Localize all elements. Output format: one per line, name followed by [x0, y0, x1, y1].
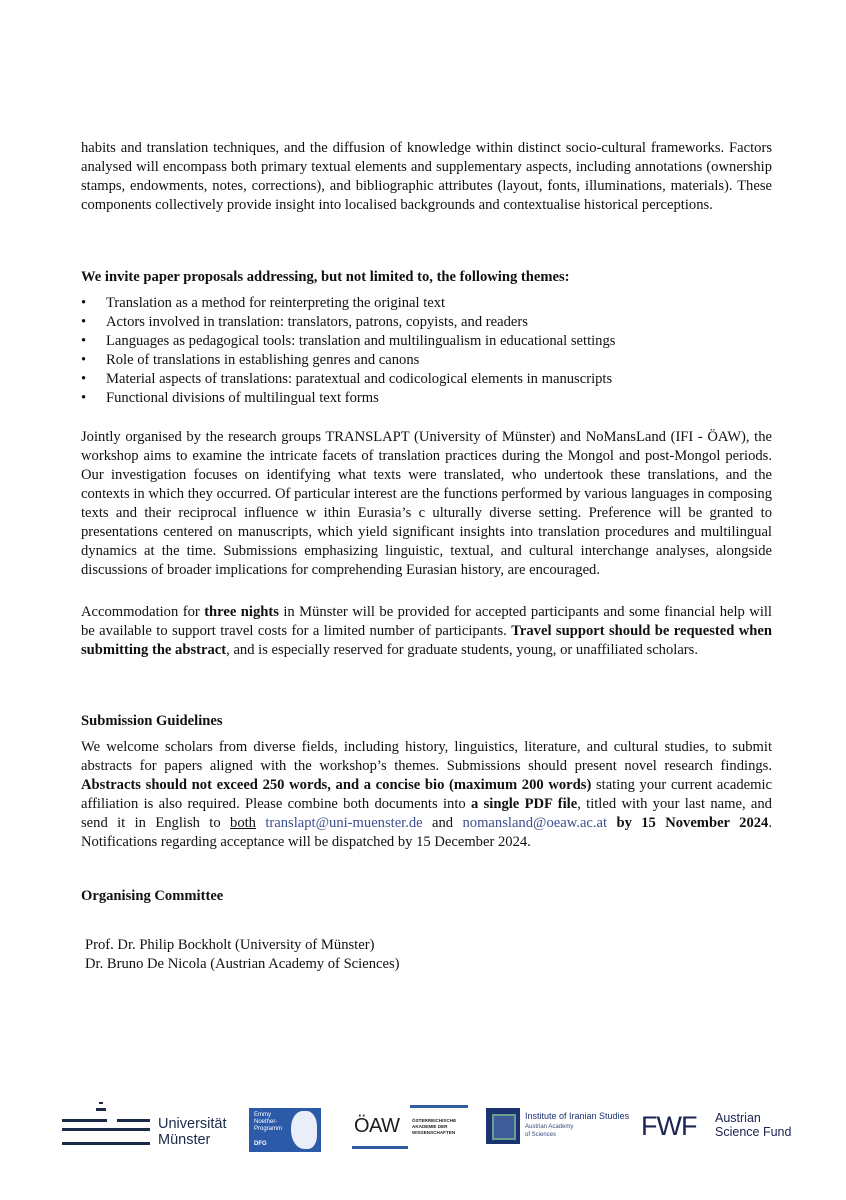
committee-heading-block — [81, 887, 772, 906]
emmy-noether-dfg-logo: Emmy Noether- Programm DFG — [249, 1108, 321, 1152]
iis-emblem-icon — [486, 1108, 520, 1144]
bullet-icon: • — [81, 352, 87, 368]
organisation-paragraph — [81, 428, 772, 580]
accommodation-paragraph: Accommodation for three nights in Münster will be provided for accepted participants and some financial help will be available to support travel costs for a limited number of participants. Travel support should be requested when submitting the abstract, and is especially reserved for graduate students, young, or unaffiliated scholars. — [81, 604, 772, 658]
committee-heading: Organising Committee — [81, 888, 224, 904]
organisation-text: Jointly organised by the research groups TRANSLAPT (University of Münster) and NoMansLand (IFI - ÖAW), the workshop aims to examine the intricate facets of translation practices during the Mongol and post-Mongol periods. Our investigation focuses on identifying what texts were translated, who undertook these translations, and the contexts in which they occurred. Of particular interest are the functions performed by various languages in composing texts and their reciprocal influence w ithin Eurasia’s c ulturally diverse setting. Preference will be granted to presentations centered on manuscripts, which yield significant insights into translation procedures and multilingual dynamics at the time. Submissions emphasizing linguistic, textual, and cultural interchange analyses, alongside discussions of broader implications for comprehending Eurasian history, are encouraged. — [81, 429, 772, 578]
theme-item: • Translation as a method for reinterpreting the original text — [81, 295, 446, 311]
bullet-icon: • — [81, 314, 87, 330]
email-link-translapt[interactable]: translapt@uni-muenster.de — [265, 815, 423, 831]
single-pdf-note: a single PDF file — [471, 796, 578, 812]
deadline: by 15 November 2024 — [607, 815, 769, 831]
institute-iranian-studies-logo: Institute of Iranian Studies Austrian Academy of Sciences — [486, 1108, 626, 1146]
bullet-icon: • — [81, 371, 87, 387]
themes-section — [81, 268, 772, 408]
committee-member: Dr. Bruno De Nicola (Austrian Academy of Sciences) — [85, 956, 400, 972]
bullet-icon: • — [81, 390, 87, 406]
submission-heading: Submission Guidelines — [81, 713, 223, 729]
theme-item: • Functional divisions of multilingual text forms — [81, 390, 379, 406]
committee-list — [85, 936, 400, 974]
themes-heading: We invite paper proposals addressing, but not limited to, the following themes: — [81, 269, 570, 285]
themes-list — [81, 294, 772, 408]
submission-section: Submission Guidelines We welcome scholars from diverse fields, including history, linguistics, literature, and cultural studies, to submit abstracts for papers aligned with the workshop’s themes. Submissions should present novel research findings. Abstracts should not exceed 250 words, and a concise bio (maximum 200 words) stating your current academic affiliation is also required. Please combine both documents into a single PDF file, titled with your last name, and send it in English to both translapt@uni-muenster.de and nomansland@oeaw.ac.at by 15 November 2024. Notifications regarding acceptance will be dispatched by 15 December 2024. — [81, 713, 773, 850]
bullet-icon: • — [81, 333, 87, 349]
email-link-nomansland[interactable]: nomansland@oeaw.ac.at — [462, 815, 608, 831]
theme-item: • Material aspects of translations: paratextual and codicological elements in manuscripts — [81, 371, 613, 387]
three-nights: three nights — [204, 604, 279, 620]
theme-item: • Role of translations in establishing genres and canons — [81, 352, 420, 368]
theme-item: • Languages as pedagogical tools: translation and multilingualism in educational settings — [81, 333, 616, 349]
theme-item: • Actors involved in translation: translators, patrons, copyists, and readers — [81, 314, 528, 330]
intro-paragraph — [81, 139, 772, 215]
oeaw-logo: ÖAW ÖSTERREICHISCHE AKADEMIE DER WISSENSCHAFTEN — [352, 1105, 476, 1149]
bullet-icon: • — [81, 295, 87, 311]
committee-member: Prof. Dr. Philip Bockholt (University of Münster) — [85, 937, 375, 953]
university-muenster-logo: Universität Münster — [62, 1102, 232, 1150]
intro-text: habits and translation techniques, and the diffusion of knowledge within distinct socio-cultural frameworks. Factors analysed will encompass both primary textual elements and supplementary aspects, including annotations (ownership stamps, endowments, notes, corrections), and bibliographic attributes (layout, fonts, illuminations, materials). These components collectively provide insight into localised backgrounds and contextualise historical perceptions. — [81, 140, 772, 213]
portrait-icon — [291, 1111, 317, 1149]
word-limits: Abstracts should not exceed 250 words, and a concise bio (maximum 200 words) — [81, 777, 592, 793]
fwf-logo: FWF Austrian Science Fund — [641, 1111, 792, 1141]
travel-support-note: Travel support should be requested when submitting the abstract — [81, 623, 772, 658]
